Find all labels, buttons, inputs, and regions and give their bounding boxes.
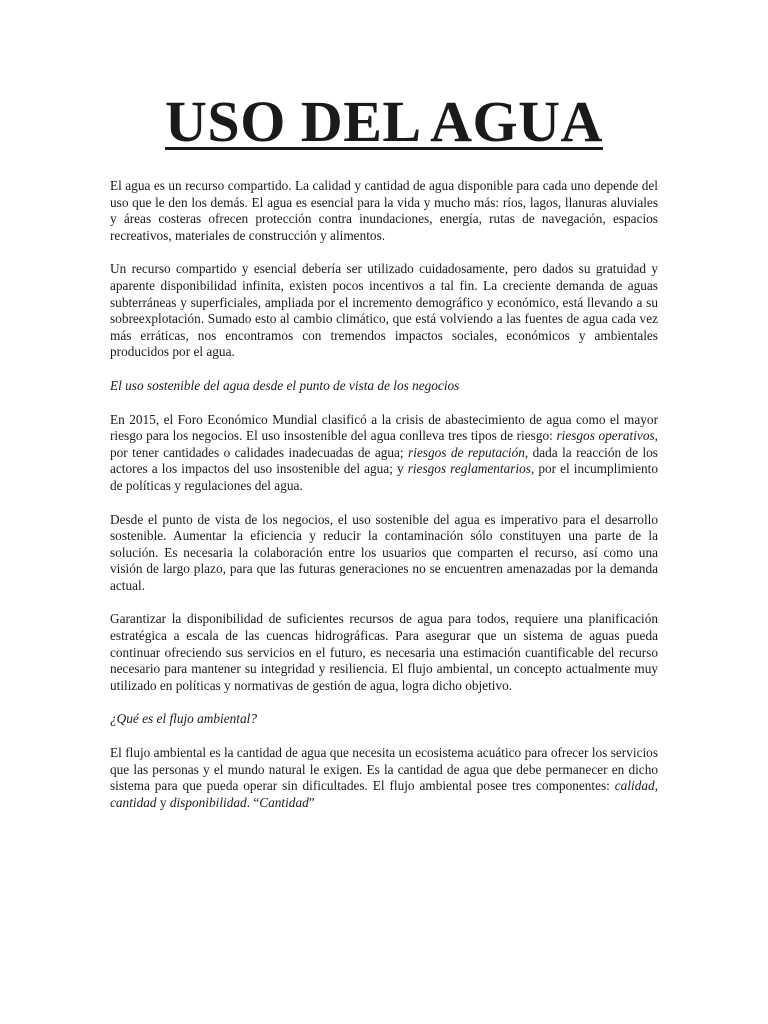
paragraph-sustainability: Desde el punto de vista de los negocios, el uso sostenible del agua es imperativo para el desarrollo sostenible. Aumentar la eficiencia y reducir la contaminación sólo constituyen una parte de la solución. Es necesaria la colaboración entre los usuarios que comparten el recurso, así como una visión de largo plazo, para que las futuras generaciones no se encuentren amenazadas por la demanda actual.: [110, 511, 658, 593]
emphasis-operational-risks: riesgos operativos: [556, 428, 655, 444]
emphasis-quality: calidad: [614, 778, 655, 794]
text-run: . “: [246, 794, 260, 810]
section-heading-environmental-flow: ¿Qué es el flujo ambiental?: [110, 711, 257, 727]
document-title-text: USO DEL AGUA: [165, 89, 603, 154]
emphasis-availability: disponibilidad: [169, 794, 247, 810]
text-run: , por el incumplimiento de políticas y regulaciones del agua.: [110, 461, 658, 493]
section-heading-business: El uso sostenible del agua desde el punto de vista de los negocios: [110, 377, 460, 393]
text-run: En 2015, el Foro Económico Mundial clasificó a la crisis de abastecimiento de agua como el mayor riesgo para los negocios. El uso insostenible del agua conlleva tres tipos de riesgo:: [110, 411, 658, 444]
paragraph-planning: Garantizar la disponibilidad de suficientes recursos de agua para todos, requiere una planificación estratégica a escala de las cuencas hidrográficas. Para asegurar que un sistema de aguas pueda continuar ofreciendo sus servicios en el futuro, es necesaria una estimación cuantificable del recurso necesario para mantener su integridad y resiliencia. El flujo ambiental, un concepto actualmente muy utilizado en políticas y normativas de gestión de agua, logra dicho objetivo.: [110, 611, 658, 693]
text-run: ”: [308, 794, 315, 810]
emphasis-quantity-quote: Cantidad: [259, 794, 309, 810]
emphasis-regulatory-risks: riesgos reglamentarios: [407, 461, 531, 477]
emphasis-reputation-risks: riesgos de reputación: [408, 444, 525, 460]
paragraph-shared-resource: Un recurso compartido y esencial debería ser utilizado cuidadosamente, pero dados su gratuidad y aparente disponibilidad infinita, existen pocos incentivos a tal fin. La creciente demanda de aguas subterráneas y superficiales, ampliada por el incremento demográfico y económico, está llevando a su sobreexplotación. Sumado esto al cambio climático, que está volviendo a las fuentes de agua cada vez más erráticas, nos encontramos con tremendos impactos sociales, económicos y ambientales producidos por el agua.: [110, 261, 658, 360]
document-body: [110, 178, 658, 811]
document-title: [0, 84, 768, 160]
paragraph-environmental-flow: [110, 745, 658, 811]
text-run: ,: [654, 778, 658, 794]
emphasis-quantity: cantidad: [110, 794, 157, 810]
paragraph-risks: [110, 412, 658, 495]
text-run: El flujo ambiental es la cantidad de agua que necesita un ecosistema acuático para ofrecer los servicios que las personas y el mundo natural le exigen. Es la cantidad de agua que debe permanecer en dicho sistema para que pueda operar sin dificultades. El flujo ambiental posee tres componentes:: [110, 745, 658, 794]
text-run: , dada la reacción de los actores a los impactos del uso insostenible del agua; y: [110, 444, 658, 477]
text-run: y: [156, 794, 170, 810]
paragraph-intro: El agua es un recurso compartido. La calidad y cantidad de agua disponible para cada uno depende del uso que le den los demás. El agua es esencial para la vida y mucho más: ríos, lagos, llanuras aluviales y áreas costeras ofrecen protección contra inundaciones, energía, rutas de navegación, espacios recreativos, materiales de construcción y alimentos.: [110, 178, 658, 243]
text-run: , por tener cantidades o calidades inadecuadas de agua;: [110, 428, 658, 460]
